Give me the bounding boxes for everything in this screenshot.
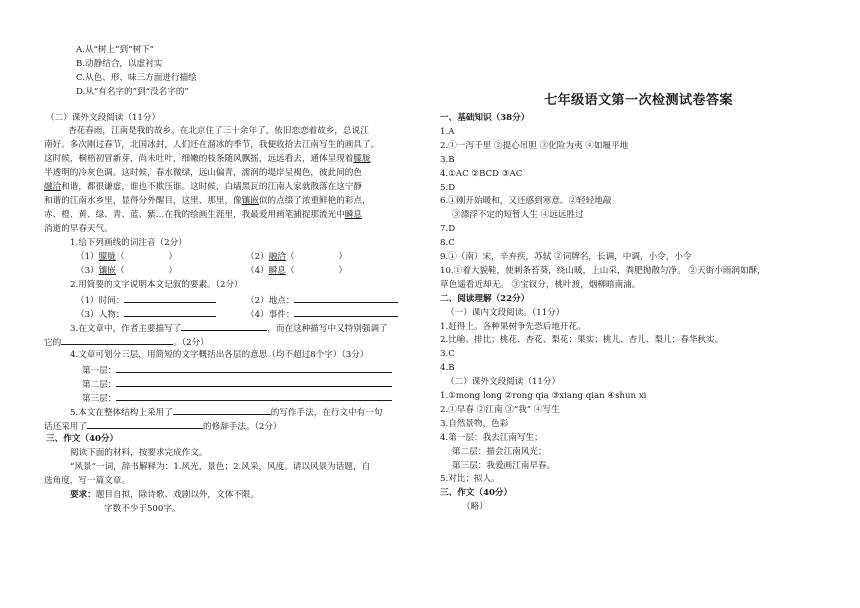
q1-item-2-word: 融洽 <box>268 252 286 262</box>
option-a: A.从“树上”到“树下” <box>76 45 155 55</box>
q3-text-c: 它的 <box>44 338 62 348</box>
essay-requirements <box>70 489 259 502</box>
q1-label: 1.给下列画线的词注音（2分） <box>70 238 187 248</box>
passage-line-6 <box>44 195 371 208</box>
underlined-menglong: 朦胧 <box>353 154 371 164</box>
passage-line-2: 南好。多次刚过春节，北国冰封，人们还在溜冰的季节，我便收拾去江南写生的画具了。 <box>44 140 380 150</box>
q1-item-1 <box>76 251 177 264</box>
q2-item-time-label: （1）时间： <box>76 296 125 306</box>
q1-item-2-open: （ <box>285 252 295 262</box>
answer-line: （二）课外文段阅读（11分） <box>446 377 561 388</box>
passage-line-6-text: 和谐的江南水乡里，显得分外醒目，这里、那里，像 <box>44 196 242 206</box>
q1-item-1-close: ） <box>168 252 178 262</box>
answer-line: 7.D <box>440 224 456 235</box>
answer-blank[interactable] <box>116 391 392 401</box>
q1-item-3-open: （ <box>115 266 125 276</box>
answer-line: （一）课内文段阅读。（11分） <box>446 307 565 318</box>
underlined-rongqia: 融洽 <box>44 182 62 192</box>
passage-line-5 <box>44 181 362 194</box>
requirements-label: 要求： <box>70 490 96 500</box>
q2-item-people-label: （3）人物： <box>76 310 125 320</box>
section3-heading: 三、作文（40分） <box>46 434 119 444</box>
q1-item-4-num: （4） <box>246 266 269 276</box>
option-c: C.从色、形、味三方面进行描绘 <box>76 73 197 83</box>
q1-item-1-open: （ <box>115 252 125 262</box>
passage-line-8: 消逝的早春天气。 <box>44 224 113 234</box>
q4-layer-2-label: 第二层： <box>82 380 117 390</box>
passage-line-3 <box>44 153 371 166</box>
q5-text-a: 5.本文在整体结构上采用了 <box>70 408 173 418</box>
q1-item-4-word: 瞬息 <box>268 266 286 276</box>
answer-line: 2.①早春 ②江南 ③“我” ④写生 <box>440 404 560 415</box>
answer-blank[interactable] <box>294 293 398 303</box>
answer-line: 3.自然景物，色彩 <box>440 418 509 429</box>
passage-line-7-text: 赤、橙、黄、绿、青、蓝、紫…在我的绘画生涯里，我最爱用画笔捕捉那流光中 <box>44 210 345 220</box>
answer-line: （略） <box>462 502 488 513</box>
answer-line: 8.C <box>440 238 455 249</box>
passage-line-6-rest: 似的点缀了浓重鲜艳的彩点， <box>258 196 371 206</box>
requirements-text: 题目自拟，除诗歌、戏剧以外，文体不限。 <box>95 490 260 500</box>
answer-blank[interactable] <box>116 377 392 387</box>
answer-line: 4.B <box>440 363 455 374</box>
q4-label: 4.文章可划分三层，用简短的文字概括出各层的意思（均不超过8个字）（3分） <box>70 350 369 360</box>
passage-line-1: 杏花春雨，江南是我的故乡。在北京住了三十余年了，依旧恋恋着故乡，总说江 <box>68 126 369 136</box>
option-d: D.从“有名字的”到“没名字的” <box>76 87 189 97</box>
passage-line-5-text: 和谐，都很谦虚，谁也不欺压谁。这时候，白墙黑瓦的江南人家就散落在这宁静 <box>61 182 362 192</box>
q1-item-4-open: （ <box>285 266 295 276</box>
answer-blank[interactable] <box>124 307 216 317</box>
answer-line: 4.第一层：我去江南写生； <box>440 432 543 443</box>
q5-text-d: 的修辞手法。（2分） <box>202 422 282 432</box>
q1-item-2-num: （2） <box>246 252 269 262</box>
q3-text-d: 。（2分） <box>173 338 209 348</box>
section2-heading: （二）课外文段阅读（11分） <box>46 113 161 123</box>
underlined-xiangqian: 镶嵌 <box>241 196 259 206</box>
answer-blank[interactable] <box>173 405 271 415</box>
q2-item-place-label: （2）地点： <box>246 296 295 306</box>
answer-line: 2.比喻、排比；桃花、杏花、梨花；果实；桃儿、杏儿、梨儿；春华秋实。 <box>440 335 724 346</box>
q4-layer-3-label: 第三层： <box>82 394 117 404</box>
q1-item-3-word: 镶嵌 <box>98 266 116 276</box>
answer-line: 3.B <box>440 154 455 165</box>
q4-layer-1-label: 第一层： <box>82 366 117 376</box>
essay-line-2: “风景”一词，辞书解释为：1.风光，景色；2.风采，风度。请以风景为话题，自 <box>70 462 371 472</box>
answer-blank[interactable] <box>61 335 173 345</box>
answer-line: 10.①着大貌鞋，使刺条苔葵，绕山暖，上山采，粪肥抛散匀净。 ②天街小雨润如酥， <box>440 265 766 276</box>
answer-line: 9.①（南）宋，辛弃疾，苏轼 ②词牌名，长调，中调，小令，小令 <box>440 252 692 262</box>
essay-line-3: 选角度，写一篇文章。 <box>44 476 130 486</box>
passage-line-4: 半透明的冷灰色调。这时候，春水微绿，远山偏青，濡润的堤岸呈褐色，彼此间的色 <box>44 168 362 178</box>
answer-line: 一、基础知识（38分） <box>440 113 530 123</box>
answer-line: 第三层：我爱画江南早春。 <box>452 460 556 471</box>
answer-line: 草色遥看近却无。 ③宝钗分，桃叶渡，烟柳暗南浦。 <box>440 279 641 290</box>
q2-item-event-label: （4）事件： <box>246 310 295 320</box>
q1-item-2-close: ） <box>338 252 348 262</box>
answer-blank[interactable] <box>294 307 398 317</box>
answer-line: 5.D <box>440 182 456 193</box>
q1-item-1-num: （1） <box>76 252 99 262</box>
q2-label: 2.用简要的文字说明本文记叙的要素。（2分） <box>70 280 243 290</box>
answer-line: 二、阅读理解（22分） <box>440 293 530 304</box>
answer-line: 5.对比；拟人。 <box>440 474 500 485</box>
q1-item-3-num: （3） <box>76 266 99 276</box>
q1-item-4-close: ） <box>338 266 348 276</box>
answer-line: 1.赶得上。各种果树争先恐后地开花。 <box>440 321 586 332</box>
answer-blank[interactable] <box>116 363 392 373</box>
answer-line: 6.①刚开始暖和，又还感到寒意。②轻轻地敲 <box>440 196 612 207</box>
q1-item-1-word: 朦胧 <box>98 252 116 262</box>
answer-line: 1.①mong long ②rong qia ③xiang qian ④shun xi <box>440 391 647 401</box>
q1-item-2 <box>246 251 347 264</box>
answer-blank[interactable] <box>124 293 216 303</box>
q3-text-a: 3.在文章中，作者主要描写了 <box>70 324 182 334</box>
answer-line: 4.①AC ②BCD ③AC <box>440 168 523 179</box>
essay-line-1: 阅读下面的材料，按要求完成作文。 <box>70 448 208 458</box>
passage-line-7 <box>44 209 362 222</box>
answer-key-title: 七年级语文第一次检测试卷答案 <box>544 93 733 108</box>
option-b: B.动静结合，以虚衬实 <box>76 59 163 69</box>
underlined-shunxi: 瞬息 <box>344 210 362 220</box>
answer-blank[interactable] <box>181 321 267 331</box>
answer-line: 第二层：描会江南风光； <box>452 446 547 457</box>
essay-word-count: 字数不少于500字。 <box>104 504 181 514</box>
answer-line: 3.C <box>440 349 455 360</box>
answer-line: ③漂浮不定的短暂人生 ④远远胜过 <box>452 210 584 221</box>
q5-text-c: 话还采用了 <box>44 422 87 432</box>
answer-line: 三、作文（40分） <box>440 488 513 499</box>
answer-line: 2.①一泻千里 ②提心吊胆 ③化险为夷 ④如履平地 <box>440 140 629 151</box>
q1-item-3-close: ） <box>168 266 178 276</box>
q5-text-b: 的写作手法，在行文中有一句 <box>270 408 383 418</box>
answer-blank[interactable] <box>87 419 203 429</box>
q1-item-3 <box>76 265 177 278</box>
q1-item-4 <box>246 265 347 278</box>
q3-text-b: ，而在这种描写中又特别强调了 <box>267 324 388 334</box>
passage-line-3-text: 这时候，桐梧初冒新芽，尚未吐叶，细嫩的枝条随风飘摇，远远看去，通体呈现着 <box>44 154 354 164</box>
answer-line: 1.A <box>440 126 455 137</box>
